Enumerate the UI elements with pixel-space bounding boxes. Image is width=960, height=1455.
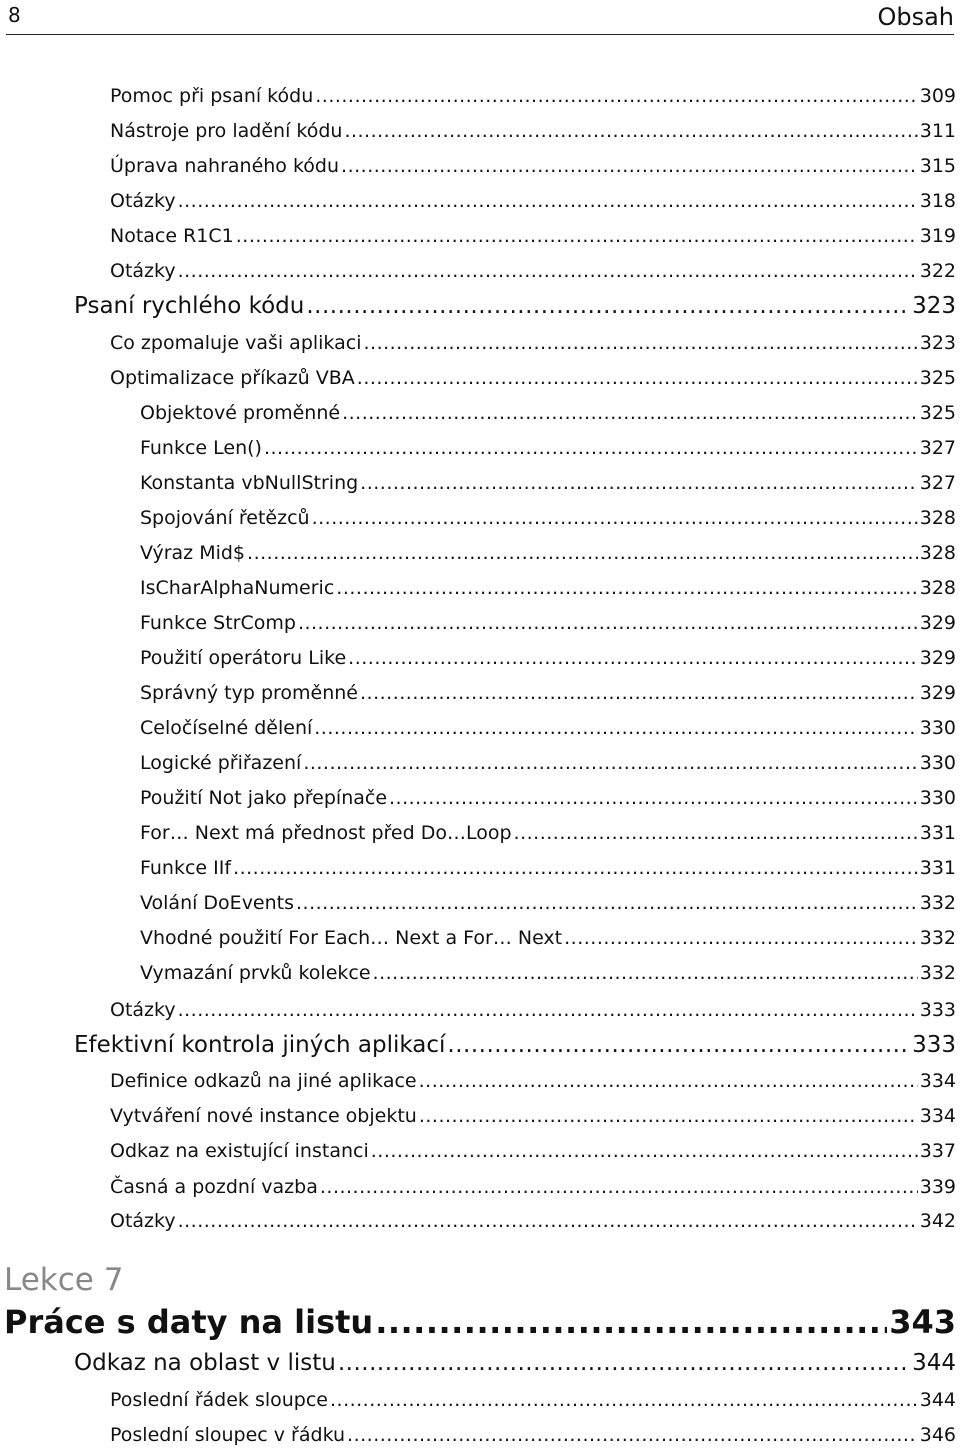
dot-leader bbox=[373, 964, 918, 983]
dot-leader bbox=[348, 649, 918, 668]
header-divider bbox=[6, 34, 954, 35]
toc-entry-title: Definice odkazů na jiné aplikace bbox=[110, 1069, 417, 1092]
toc-entry-page: 329 bbox=[919, 681, 956, 704]
toc-entry-page: 331 bbox=[919, 821, 956, 844]
toc-entry-title: Otázky bbox=[110, 259, 176, 282]
toc-entry-title: Vytváření nové instance objektu bbox=[110, 1104, 417, 1127]
toc-entry-title: Funkce StrComp bbox=[140, 611, 296, 634]
toc-entry-title: Časná a pozdní vazba bbox=[110, 1175, 318, 1198]
dot-leader bbox=[298, 614, 918, 633]
toc-entry-page: 319 bbox=[919, 224, 956, 247]
toc-entry bbox=[140, 926, 956, 949]
toc-entry bbox=[110, 1139, 956, 1162]
dot-leader bbox=[264, 439, 918, 458]
toc-entry-page: 325 bbox=[919, 366, 956, 389]
toc-entry bbox=[140, 751, 956, 774]
toc-entry bbox=[140, 961, 956, 984]
toc-entry-title: Optimalizace příkazů VBA bbox=[110, 366, 355, 389]
toc-entry bbox=[140, 856, 956, 879]
toc-entry-title: Použití Not jako přepínače bbox=[140, 786, 388, 809]
dot-leader bbox=[360, 474, 918, 493]
toc-entry-title: Funkce Len() bbox=[140, 436, 262, 459]
dot-leader bbox=[233, 859, 918, 878]
toc-entry bbox=[74, 1031, 956, 1058]
toc-entry bbox=[110, 84, 956, 107]
toc-entry-page: 332 bbox=[919, 926, 956, 949]
toc-entry-page: 333 bbox=[919, 998, 956, 1021]
toc-entry-title: Správný typ proměnné bbox=[140, 681, 358, 704]
toc-entry-title: Vymazání prvků kolekce bbox=[140, 961, 371, 984]
dot-leader bbox=[178, 192, 918, 211]
dot-leader bbox=[338, 1352, 910, 1375]
toc-entry bbox=[140, 436, 956, 459]
toc-entry bbox=[110, 119, 956, 142]
toc-entry-title: Spojování řetězců bbox=[140, 506, 310, 529]
dot-leader bbox=[236, 227, 918, 246]
toc-entry-title: Použití operátoru Like bbox=[140, 646, 347, 669]
toc-entry bbox=[74, 1349, 956, 1376]
toc-entry bbox=[110, 154, 956, 177]
toc-entry-title: Pomoc při psaní kódu bbox=[110, 84, 314, 107]
toc-entry-page: 323 bbox=[912, 292, 956, 319]
toc-entry-page: 330 bbox=[919, 751, 956, 774]
toc-entry bbox=[140, 821, 956, 844]
dot-leader bbox=[371, 1142, 918, 1161]
toc-entry-title: Nástroje pro ladění kódu bbox=[110, 119, 343, 142]
toc-entry bbox=[110, 224, 956, 247]
toc-entry bbox=[140, 541, 956, 564]
toc-entry-page: 346 bbox=[919, 1423, 956, 1446]
toc-entry-title: Volání DoEvents bbox=[140, 891, 295, 914]
toc-entry-title: Výraz Mid$ bbox=[140, 541, 246, 564]
toc-entry bbox=[74, 292, 956, 319]
toc-entry-page: 311 bbox=[919, 119, 956, 142]
toc-entry-page: 334 bbox=[919, 1069, 956, 1092]
toc-entry bbox=[140, 471, 956, 494]
toc-entry-page: 333 bbox=[912, 1031, 956, 1058]
page-number: 8 bbox=[8, 3, 21, 27]
toc-entry-title: Otázky bbox=[110, 998, 176, 1021]
toc-entry-page: 327 bbox=[919, 436, 956, 459]
toc-entry bbox=[110, 1423, 956, 1446]
dot-leader bbox=[336, 579, 917, 598]
toc-entry-title: Efektivní kontrola jiných aplikací bbox=[74, 1031, 446, 1058]
toc-entry-page: 344 bbox=[912, 1349, 956, 1376]
dot-leader bbox=[341, 157, 918, 176]
toc-entry-title: Poslední sloupec v řádku bbox=[110, 1423, 346, 1446]
toc-entry bbox=[110, 259, 956, 282]
toc-entry-title: Psaní rychlého kódu bbox=[74, 292, 305, 319]
dot-leader bbox=[320, 1178, 918, 1197]
toc-entry-page: 332 bbox=[919, 961, 956, 984]
toc-entry-page: 315 bbox=[919, 154, 956, 177]
toc-entry bbox=[110, 331, 956, 354]
toc-entry-page: 328 bbox=[919, 576, 956, 599]
toc-entry-page: 342 bbox=[919, 1209, 956, 1232]
toc-entry bbox=[140, 401, 956, 424]
toc-entry-page: 328 bbox=[919, 506, 956, 529]
toc-entry bbox=[110, 1175, 956, 1198]
dot-leader bbox=[178, 1212, 918, 1231]
toc-entry-page: 325 bbox=[919, 401, 956, 424]
toc-entry-title: Práce s daty na listu bbox=[4, 1303, 374, 1341]
toc-entry bbox=[110, 1104, 956, 1127]
toc-entry-title: Funkce IIf bbox=[140, 856, 232, 879]
toc-entry-page: 339 bbox=[919, 1175, 956, 1198]
dot-leader bbox=[375, 1306, 887, 1338]
dot-leader bbox=[303, 754, 917, 773]
toc-entry bbox=[110, 1209, 956, 1232]
dot-leader bbox=[419, 1072, 918, 1091]
toc-entry bbox=[140, 681, 956, 704]
toc-entry-page: 337 bbox=[919, 1139, 956, 1162]
dot-leader bbox=[389, 789, 918, 808]
toc-entry-page: 332 bbox=[919, 891, 956, 914]
toc-entry-title: Vhodné použití For Each… Next a For… Next bbox=[140, 926, 563, 949]
page-header bbox=[0, 0, 960, 36]
toc-entry-page: 318 bbox=[919, 189, 956, 212]
toc-entry bbox=[140, 716, 956, 739]
toc-entry bbox=[140, 576, 956, 599]
toc-entry bbox=[110, 366, 956, 389]
dot-leader bbox=[296, 894, 918, 913]
toc-entry-page: 329 bbox=[919, 646, 956, 669]
lesson-label: Lekce 7 bbox=[4, 1262, 124, 1298]
dot-leader bbox=[342, 404, 918, 423]
dot-leader bbox=[344, 122, 917, 141]
dot-leader bbox=[178, 1001, 918, 1020]
dot-leader bbox=[514, 824, 918, 843]
toc-entry-page: 322 bbox=[919, 259, 956, 282]
toc-entry-page: 334 bbox=[919, 1104, 956, 1127]
toc-entry-title: IsCharAlphaNumeric bbox=[140, 576, 335, 599]
dot-leader bbox=[447, 1034, 910, 1057]
dot-leader bbox=[330, 1391, 918, 1410]
toc-entry-page: 330 bbox=[919, 786, 956, 809]
dot-leader bbox=[347, 1426, 918, 1445]
dot-leader bbox=[306, 295, 910, 318]
toc-entry-title: Úprava nahraného kódu bbox=[110, 154, 340, 177]
toc-entry-page: 329 bbox=[919, 611, 956, 634]
section-title: Obsah bbox=[877, 3, 954, 31]
toc-entry bbox=[140, 506, 956, 529]
dot-leader bbox=[314, 719, 917, 738]
toc-entry bbox=[140, 786, 956, 809]
dot-leader bbox=[315, 87, 918, 106]
toc-entry bbox=[110, 998, 956, 1021]
toc-entry-page: 323 bbox=[919, 331, 956, 354]
toc-entry-page: 331 bbox=[919, 856, 956, 879]
toc-entry bbox=[4, 1303, 956, 1341]
dot-leader bbox=[564, 929, 918, 948]
toc-entry-page: 327 bbox=[919, 471, 956, 494]
toc-entry-title: Objektové proměnné bbox=[140, 401, 341, 424]
dot-leader bbox=[312, 509, 918, 528]
dot-leader bbox=[363, 334, 917, 353]
toc-entry-page: 328 bbox=[919, 541, 956, 564]
dot-leader bbox=[178, 262, 918, 281]
toc-entry bbox=[140, 611, 956, 634]
toc-entry bbox=[110, 1388, 956, 1411]
toc-entry-title: Odkaz na existující instanci bbox=[110, 1139, 369, 1162]
toc-entry-page: 344 bbox=[919, 1388, 956, 1411]
toc-entry bbox=[110, 1069, 956, 1092]
toc-entry-title: Otázky bbox=[110, 189, 176, 212]
toc-entry bbox=[110, 189, 956, 212]
dot-leader bbox=[360, 684, 918, 703]
toc-entry-page: 309 bbox=[919, 84, 956, 107]
toc-entry bbox=[140, 891, 956, 914]
toc-entry-title: Konstanta vbNullString bbox=[140, 471, 359, 494]
dot-leader bbox=[247, 544, 918, 563]
dot-leader bbox=[357, 369, 918, 388]
toc-entry-page: 343 bbox=[889, 1303, 956, 1341]
toc-entry-title: Notace R1C1 bbox=[110, 224, 234, 247]
toc-entry-page: 330 bbox=[919, 716, 956, 739]
toc-entry-title: Otázky bbox=[110, 1209, 176, 1232]
toc-entry bbox=[140, 646, 956, 669]
toc-entry-title: Poslední řádek sloupce bbox=[110, 1388, 328, 1411]
toc-entry-title: Celočíselné dělení bbox=[140, 716, 313, 739]
toc-entry-title: Odkaz na oblast v listu bbox=[74, 1349, 336, 1376]
dot-leader bbox=[419, 1107, 918, 1126]
toc-entry-title: Logické přiřazení bbox=[140, 751, 302, 774]
toc-entry-title: Co zpomaluje vaši aplikaci bbox=[110, 331, 362, 354]
toc-entry-title: For… Next má přednost před Do…Loop bbox=[140, 821, 512, 844]
